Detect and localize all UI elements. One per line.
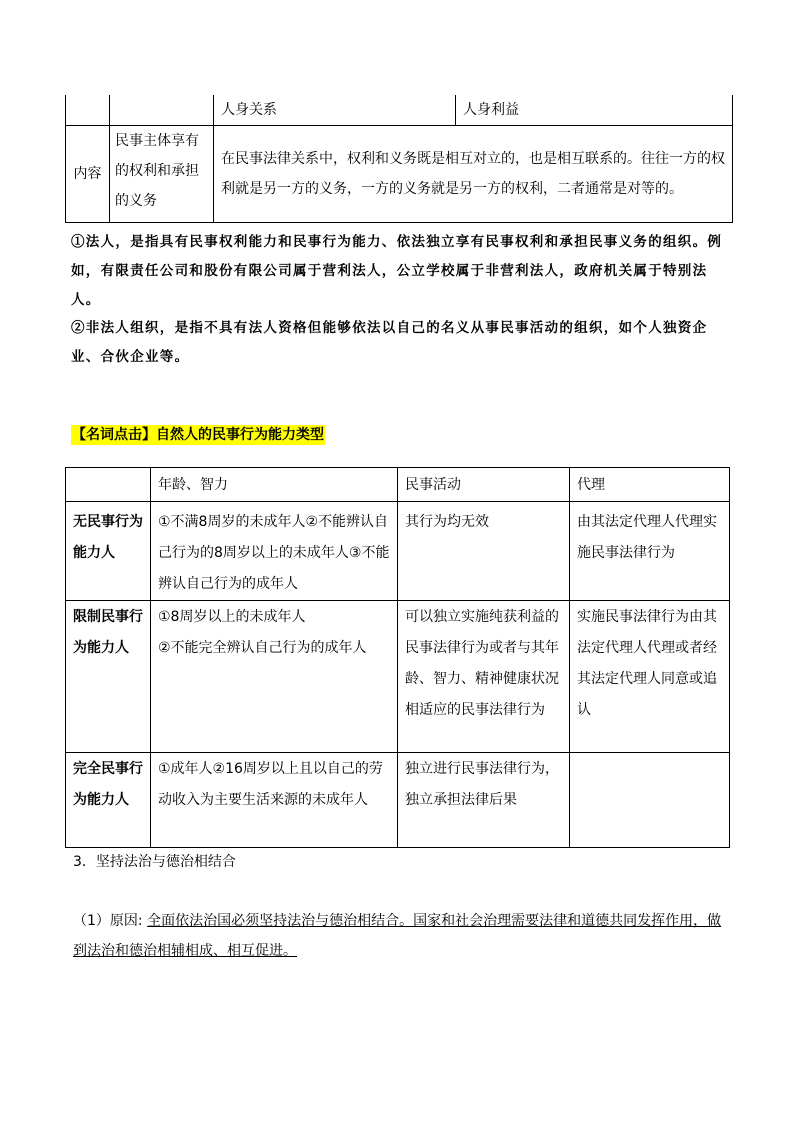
table-cell <box>110 95 214 126</box>
capacity-age <box>151 601 398 753</box>
capacity-age-line: ②不能完全辨认自己行为的成年人 <box>158 640 367 656</box>
row-sublabel: 民事主体享有的权利和承担的义务 <box>110 126 214 223</box>
term-click-heading: 【名词点击】自然人的民事行为能力类型 <box>72 427 324 443</box>
unincorporated-org-paragraph: ②非法人组织，是指不具有法人资格但能够依法以自己的名义从事民事活动的组织，如个人独资企业、合伙企业等。 <box>71 320 708 365</box>
capacity-activity: 其行为均无效 <box>398 502 570 601</box>
capacity-age: ①成年人②16周岁以上且以自己的劳动收入为主要生活来源的未成年人 <box>151 753 398 848</box>
capacity-agency <box>570 753 730 848</box>
capacity-activity: 独立进行民事法律行为，独立承担法律后果 <box>398 753 570 848</box>
capacity-activity: 可以独立实施纯获利益的民事法律行为或者与其年龄、智力、精神健康状况相适应的民事法律行为 <box>398 601 570 753</box>
capacity-agency: 实施民事法律行为由其法定代理人代理或者经其法定代理人同意或追认 <box>570 601 730 753</box>
reason-paragraph <box>73 906 728 966</box>
table-header: 年龄、智力 <box>151 468 398 502</box>
capacity-agency: 由其法定代理人代理实施民事法律行为 <box>570 502 730 601</box>
table-header <box>66 468 151 502</box>
table-cell: 人身关系 <box>214 95 456 126</box>
row-label-content: 内容 <box>66 126 110 223</box>
table-cell: 人身利益 <box>456 95 733 126</box>
reason-text: 全面依法治国必须坚持法治与德治相结合。国家和社会治理需要法律和道德共同发挥作用，做到法治和德治相辅相成、相互促进。 <box>73 913 722 959</box>
capacity-age: ①不满8周岁的未成年人②不能辨认自己行为的8周岁以上的未成年人③不能辨认自己行为的成年人 <box>151 502 398 601</box>
reason-label: （1）原因: <box>73 913 148 929</box>
civil-capacity-table <box>65 467 730 848</box>
relation-content-table <box>65 95 733 223</box>
content-description: 在民事法律关系中，权利和义务既是相互对立的，也是相互联系的。往往一方的权利就是另一方的义务，一方的义务就是另一方的权利，二者通常是对等的。 <box>214 126 733 223</box>
legal-person-paragraph: ①法人，是指具有民事权利能力和民事行为能力、依法独立享有民事权利和承担民事义务的组织。例如，有限责任公司和股份有限公司属于营利法人，公立学校属于非营利法人，政府机关属于特别法人。 <box>71 234 723 308</box>
capacity-age-line: ①8周岁以上的未成年人 <box>158 609 306 625</box>
table-header: 代理 <box>570 468 730 502</box>
table-header: 民事活动 <box>398 468 570 502</box>
table-cell <box>66 95 110 126</box>
capacity-type: 无民事行为能力人 <box>66 502 151 601</box>
section-heading: 3．坚持法治与德治相结合 <box>73 854 236 870</box>
capacity-type: 限制民事行为能力人 <box>66 601 151 753</box>
capacity-type: 完全民事行为能力人 <box>66 753 151 848</box>
